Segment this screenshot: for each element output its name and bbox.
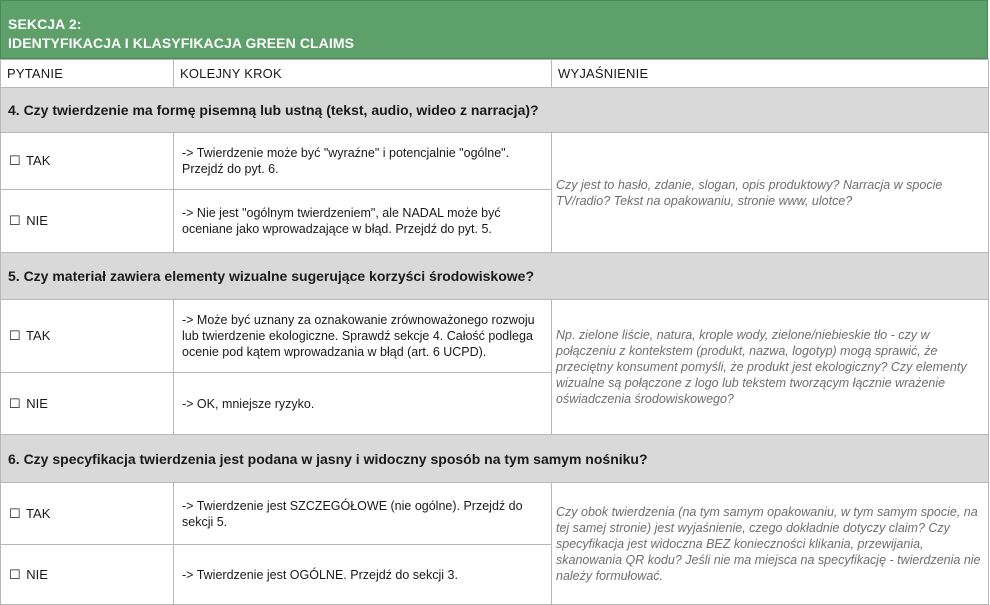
next-step-text: -> Twierdzenie jest OGÓLNE. Przejdź do sekcji 3.: [174, 545, 552, 605]
next-step-text: -> OK, mniejsze ryzyko.: [174, 373, 552, 435]
answer-row: [1, 300, 989, 373]
question-title: 6. Czy specyfikacja twierdzenia jest podana w jasny i widoczny sposób na tym samym nośniku?: [1, 435, 989, 483]
section-header: [0, 0, 988, 59]
answer-row: [1, 133, 989, 190]
checkbox-icon[interactable]: ☐: [9, 153, 21, 168]
answer-option-nie[interactable]: [1, 373, 174, 435]
checkbox-icon[interactable]: ☐: [9, 505, 21, 521]
answer-label: TAK: [26, 328, 51, 343]
section-title: IDENTYFIKACJA I KLASYFIKACJA GREEN CLAIMS: [8, 35, 355, 51]
question-title: 5. Czy materiał zawiera elementy wizualne sugerujące korzyści środowiskowe?: [1, 253, 989, 300]
answer-label: TAK: [26, 153, 51, 168]
column-header-row: [1, 60, 989, 88]
column-header-explanation: WYJAŚNIENIE: [552, 60, 989, 88]
answer-label: NIE: [26, 213, 48, 228]
question-row-5: [1, 253, 989, 300]
column-header-next-step: KOLEJNY KROK: [174, 60, 552, 88]
explanation-text: Np. zielone liście, natura, krople wody, zielone/niebieskie tło - czy w połączeniu z kontekstem (produkt, nazwa, logotyp) mogą sprawić, że przeciętny konsument pomyśli, że produkt jest ekologiczny? Czy elementy wizualne są połączone z logo lub tekstem tworzącym łącznie wrażenie oświadczenia środowiskowego?: [552, 300, 989, 435]
answer-label: NIE: [26, 566, 48, 582]
answer-option-tak[interactable]: [1, 483, 174, 545]
answer-option-nie[interactable]: [1, 545, 174, 605]
questions-table: [0, 59, 989, 605]
next-step-text: -> Twierdzenie jest SZCZEGÓŁOWE (nie ogólne). Przejdź do sekcji 5.: [174, 483, 552, 545]
answer-label: NIE: [26, 395, 48, 411]
question-title: 4. Czy twierdzenie ma formę pisemną lub ustną (tekst, audio, wideo z narracja)?: [1, 88, 989, 133]
section-number: SEKCJA 2:: [8, 16, 82, 32]
explanation-text: Czy obok twierdzenia (na tym samym opakowaniu, w tym samym spocie, na tej samej stronie) jest wyjaśnienie, czego dokładnie dotyczy claim? Czy specyfikacja jest widoczna BEZ konieczności klikania, przewijania, skanowania QR kodu? Jeśli nie ma miejsca na specyfikację - twierdzenia nie należy formułować.: [552, 483, 989, 605]
column-header-question: PYTANIE: [1, 60, 174, 88]
answer-option-nie[interactable]: [1, 190, 174, 253]
checkbox-icon[interactable]: ☐: [9, 213, 21, 228]
next-step-text: -> Może być uznany za oznakowanie zrównoważonego rozwoju lub twierdzenie ekologiczne. Sprawdź sekcje 4. Całość podlega ocenie pod kątem wprowadzania w błąd (art. 6 UCPD).: [174, 300, 552, 373]
checkbox-icon[interactable]: ☐: [9, 395, 21, 411]
answer-option-tak[interactable]: [1, 300, 174, 373]
checkbox-icon[interactable]: ☐: [9, 328, 21, 343]
answer-option-tak[interactable]: [1, 133, 174, 190]
question-row-4: [1, 88, 989, 133]
answer-row: [1, 483, 989, 545]
question-row-6: [1, 435, 989, 483]
answer-label: TAK: [26, 505, 51, 521]
next-step-text: -> Nie jest "ogólnym twierdzeniem", ale NADAL może być oceniane jako wprowadzające w błąd. Przejdź do pyt. 5.: [174, 190, 552, 253]
next-step-text: -> Twierdzenie może być "wyraźne" i potencjalnie "ogólne". Przejdź do pyt. 6.: [174, 133, 552, 190]
checkbox-icon[interactable]: ☐: [9, 566, 21, 582]
explanation-text: Czy jest to hasło, zdanie, slogan, opis produktowy? Narracja w spocie TV/radio? Tekst na opakowaniu, stronie www, ulotce?: [552, 133, 989, 253]
